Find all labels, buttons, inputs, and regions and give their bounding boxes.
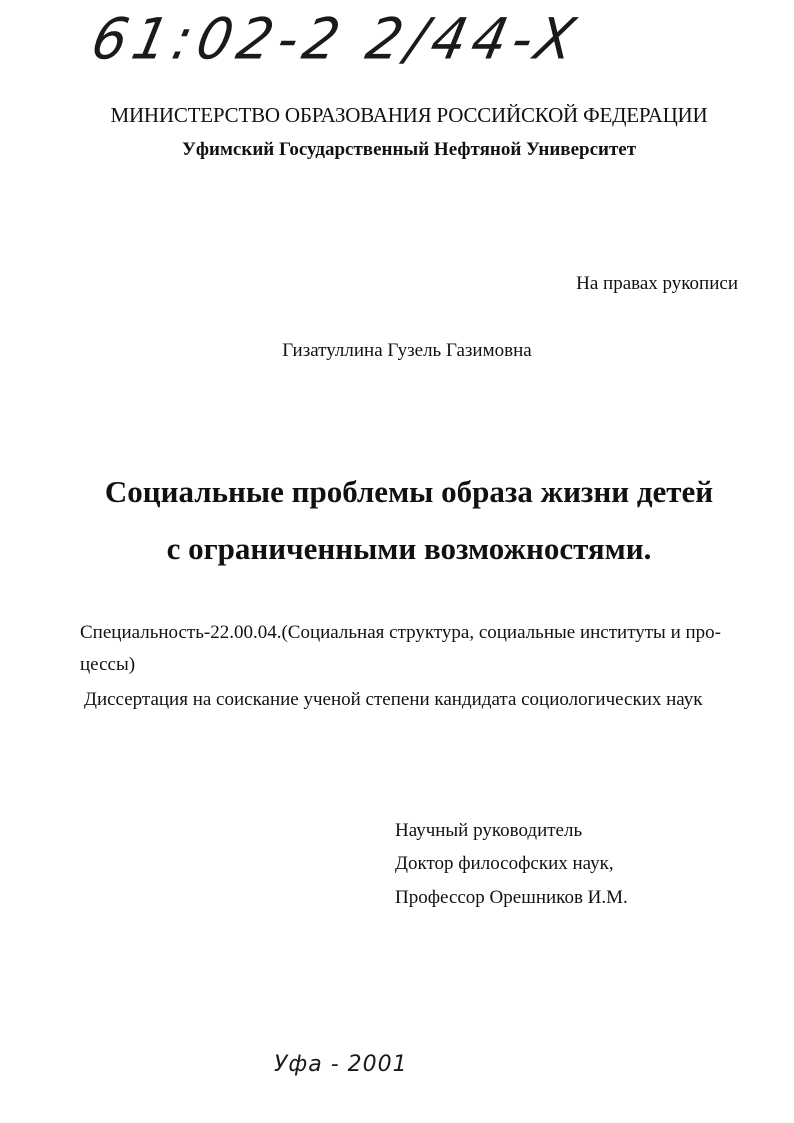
- university-name: Уфимский Государственный Нефтяной Университет: [181, 139, 637, 160]
- handwritten-city-year: Уфа - 2001: [274, 1052, 408, 1077]
- handwritten-archive-code: 61:02-2 2/44-X: [85, 6, 587, 73]
- advisor-name: Профессор Орешников И.М.: [395, 887, 628, 908]
- dissertation-title-line-2: с ограниченными возможностями.: [166, 531, 652, 566]
- manuscript-rights-note: На правах рукописи: [576, 273, 738, 294]
- ministry-heading: МИНИСТЕРСТВО ОБРАЗОВАНИЯ РОССИЙСКОЙ ФЕДЕРАЦИИ: [110, 103, 708, 127]
- author-name: Гизатуллина Гузель Газимовна: [282, 340, 532, 361]
- degree-statement: Диссертация на соискание ученой степени кандидата социологических наук: [84, 689, 703, 710]
- specialty-line-1: Специальность-22.00.04.(Социальная структура, социальные институты и про-: [80, 622, 721, 643]
- specialty-line-2: цессы): [80, 654, 136, 675]
- advisor-degree: Доктор философских наук,: [395, 853, 614, 874]
- advisor-label: Научный руководитель: [395, 820, 583, 841]
- dissertation-title-line-1: Социальные проблемы образа жизни детей: [104, 474, 714, 509]
